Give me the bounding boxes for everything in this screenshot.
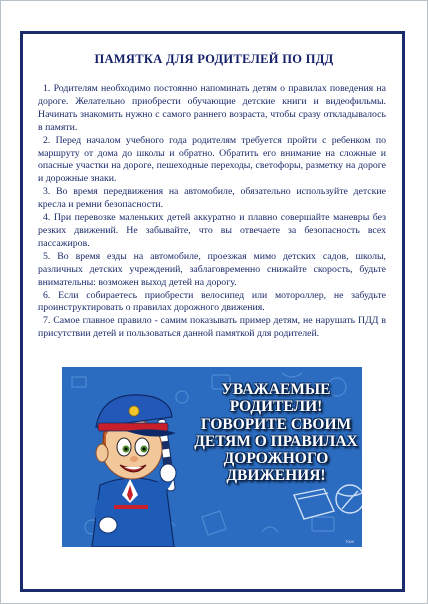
paragraph-6: 6. Если собираетесь приобрести велосипед или мотороллер, не забудьте проинструктировать о правилах дорожного движения. bbox=[38, 289, 386, 314]
memo-text bbox=[38, 83, 386, 341]
traffic-rules-banner bbox=[62, 367, 362, 547]
paragraph-1: 1. Родителям необходимо постоянно напоминать детям о правилах поведения на дороге. Желательно приобрести обучающие детские книги и видеофильмы. Начинать знакомить нужно с самого раннего возраста, чтобы сразу откладывалось в памяти. bbox=[38, 83, 386, 133]
banner-line-5: ДОРОЖНОГО bbox=[223, 450, 329, 468]
banner-line-1: УВАЖАЕМЫЕ bbox=[221, 381, 331, 398]
books-and-ball-illustration bbox=[294, 485, 362, 519]
banner-line-2: РОДИТЕЛИ! bbox=[229, 398, 323, 416]
paragraph-7: 7. Самое главное правило - самим показывать пример детям, не нарушать ПДД в присутствии детей и пользоваться данной памяткой для родителей. bbox=[38, 315, 386, 340]
banner-line-3: ГОВОРИТЕ СВОИМ bbox=[200, 415, 352, 433]
banner-line-4: ДЕТЯМ О ПРАВИЛАХ bbox=[194, 432, 358, 450]
paragraph-5: 5. Во время езды на автомобиле, проезжая мимо детских садов, школы, различных детских учреждений, заблаговременно снижайте скорость, будьте внимательны: возможен выход детей на дорогу. bbox=[38, 250, 386, 288]
banner-footer-mark: 7000 bbox=[345, 539, 354, 544]
paragraph-4: 4. При перевозке маленьких детей аккуратно и плавно совершайте маневры без резких движений. Не забывайте, что вы отвечаете за безопасность всех пассажиров. bbox=[38, 212, 386, 249]
document-title: ПАМЯТКА ДЛЯ РОДИТЕЛЕЙ ПО ПДД bbox=[94, 52, 334, 66]
paragraph-2: 2. Перед началом учебного года родителям требуется пройти с ребенком по маршруту от дома до школы и обратно. Обратить его внимание на сложные и опасные участки на дороге, пешеходные переходы, светофоры, разметку на дороге и дорожные знаки. bbox=[38, 134, 386, 185]
traffic-officer-boy-illustration bbox=[92, 395, 176, 547]
paragraph-3: 3. Во время передвижения на автомобиле, обязательно используйте детские кресла и ремни безопасности. bbox=[38, 186, 386, 211]
banner-slogan bbox=[192, 381, 360, 485]
banner-line-6: ДВИЖЕНИЯ! bbox=[226, 467, 326, 485]
